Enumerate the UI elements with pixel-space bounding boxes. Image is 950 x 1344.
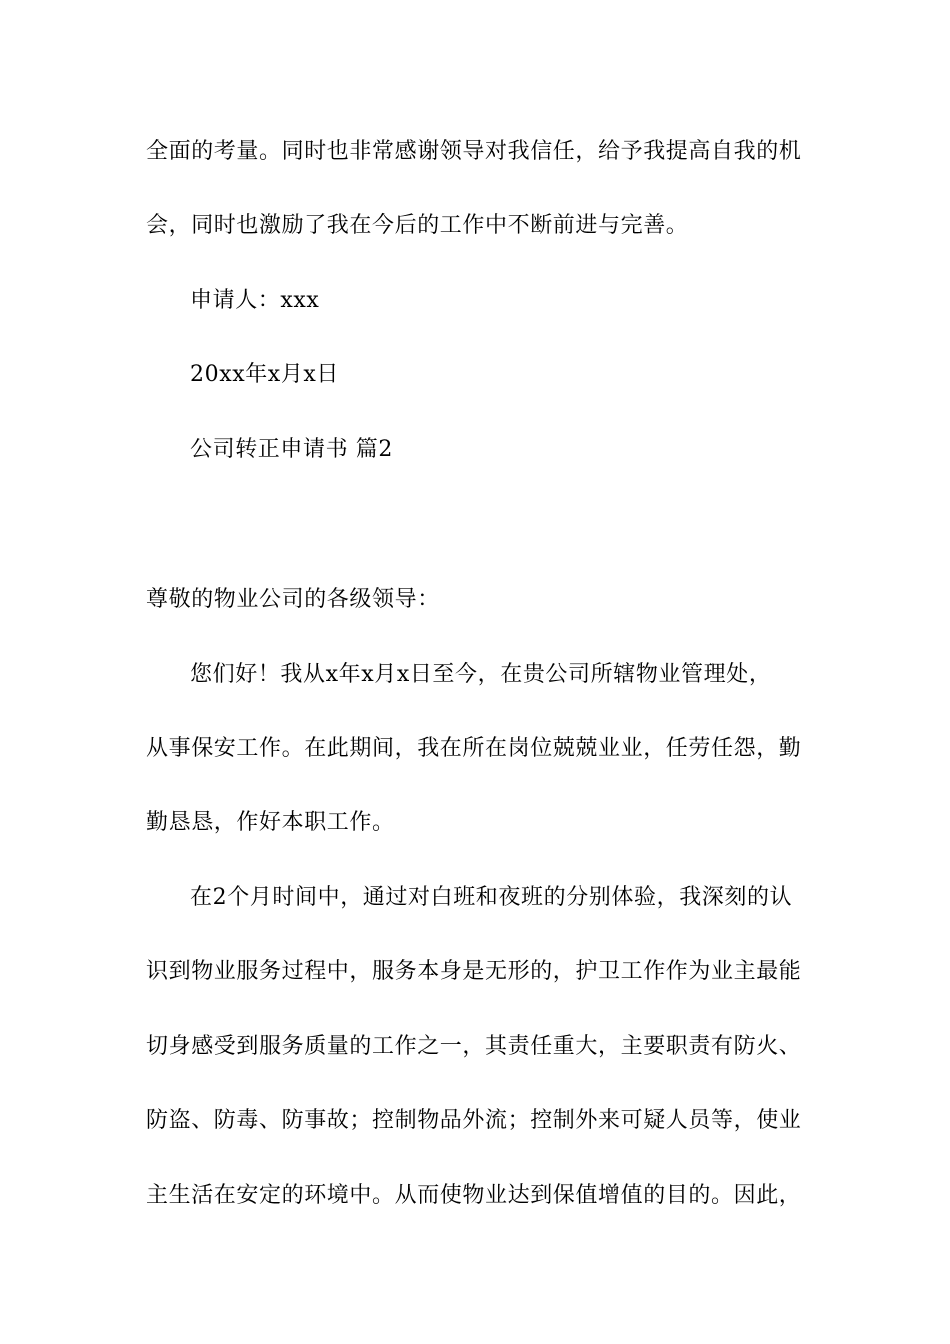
body-text-line: 会，同时也激励了我在今后的工作中不断前进与完善。 [146,213,689,238]
applicant-line: 申请人：xxx [190,288,320,313]
body-text-line: 切身感受到服务质量的工作之一，其责任重大，主要职责有防火、 [146,1034,802,1059]
body-text-line: 全面的考量。同时也非常感谢领导对我信任，给予我提高自我的机 [146,139,802,164]
body-text-line: 从事保安工作。在此期间，我在所在岗位兢兢业业，任劳任怨，勤 [146,736,802,761]
body-text-line: 勤恳恳，作好本职工作。 [146,810,395,835]
body-text-line: 识到物业服务过程中，服务本身是无形的，护卫工作作为业主最能 [146,959,802,984]
salutation: 尊敬的物业公司的各级领导： [146,587,440,612]
section-title: 公司转正申请书 篇2 [190,437,393,462]
body-text-line: 主生活在安定的环境中。从而使物业达到保值增值的目的。因此， [146,1183,802,1208]
body-text-line: 在2个月时间中，通过对白班和夜班的分别体验，我深刻的认 [190,885,793,910]
date-line: 20xx年x月x日 [190,362,340,387]
body-text-line: 您们好！我从x年x月x日至今，在贵公司所辖物业管理处， [190,662,772,687]
body-text-line: 防盗、防毒、防事故；控制物品外流；控制外来可疑人员等，使业 [146,1108,802,1133]
